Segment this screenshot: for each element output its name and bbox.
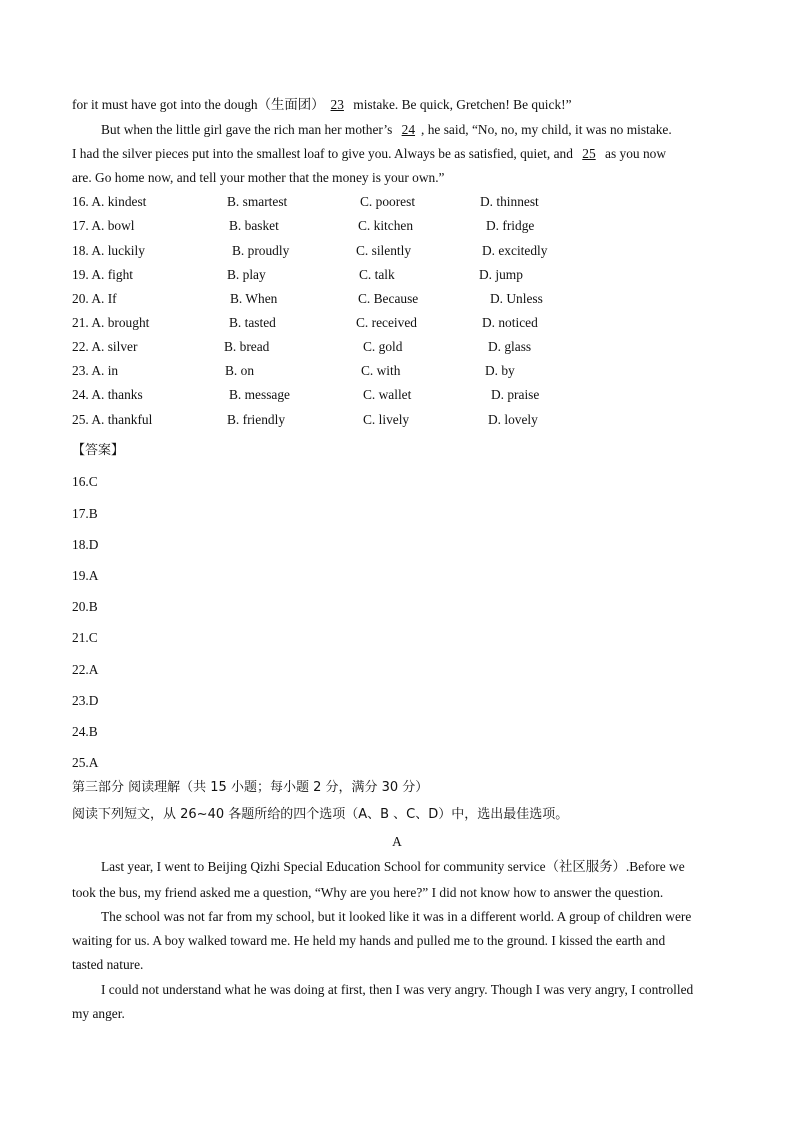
option-row	[72, 193, 722, 211]
passage-line: tasted nature.	[72, 957, 144, 972]
option-a: 17. A. bowl	[72, 218, 135, 233]
answer-item: 20.B	[72, 599, 98, 614]
option-d: D. lovely	[488, 412, 538, 427]
option-c: C. gold	[363, 339, 403, 354]
passage-text: are. Go home now, and tell your mother that the money is your own.”	[72, 170, 445, 185]
option-b: B. friendly	[227, 412, 286, 427]
option-d: D. fridge	[486, 218, 535, 233]
passage-line: waiting for us. A boy walked toward me. He held my hands and pulled me to the ground. I kissed the earth and	[72, 933, 666, 948]
passage-text: for it must have got into the dough（生面团）	[72, 97, 325, 112]
option-c: C. wallet	[363, 387, 412, 402]
passage-label: A	[392, 834, 402, 849]
passage-line	[101, 121, 722, 139]
option-d: D. thinnest	[480, 194, 539, 209]
option-row	[72, 266, 722, 284]
passage-text: , he said, “No, no, my child, it was no mistake.	[421, 122, 672, 137]
option-a: 19. A. fight	[72, 267, 134, 282]
section-instruction: 阅读下列短文，从 26~40 各题所给的四个选项（A、B 、C、D）中，选出最佳选项。	[72, 807, 569, 822]
passage-line: I could not understand what he was doing at first, then I was very angry. Though I was very angry, I controlled	[101, 982, 694, 997]
option-row	[72, 217, 722, 235]
option-c: C. lively	[363, 412, 410, 427]
answer-item: 22.A	[72, 662, 99, 677]
blank-23: 23	[330, 97, 344, 112]
option-c: C. received	[356, 315, 417, 330]
option-a: 16. A. kindest	[72, 194, 147, 209]
passage-line: my anger.	[72, 1006, 125, 1021]
answer-item: 19.A	[72, 568, 99, 583]
passage-line	[72, 169, 722, 187]
answer-item: 21.C	[72, 630, 98, 645]
option-b: B. tasted	[229, 315, 276, 330]
blank-25: 25	[582, 146, 596, 161]
passage-text: But when the little girl gave the rich man her mother’s	[101, 122, 396, 137]
answer-item: 16.C	[72, 474, 98, 489]
option-c: C. poorest	[360, 194, 416, 209]
option-d: D. praise	[491, 387, 540, 402]
passage-line: took the bus, my friend asked me a question, “Why are you here?” I did not know how to answer the question.	[72, 885, 664, 900]
option-d: D. glass	[488, 339, 532, 354]
passage-line: Last year, I went to Beijing Qizhi Special Education School for community service（社区服务）.Before we	[101, 859, 685, 874]
option-a: 20. A. If	[72, 291, 117, 306]
option-a: 25. A. thankful	[72, 412, 153, 427]
option-b: B. When	[230, 291, 278, 306]
option-d: D. excitedly	[482, 243, 548, 258]
option-c: C. Because	[358, 291, 419, 306]
passage-text: as you now	[601, 146, 667, 161]
option-b: B. message	[229, 387, 290, 402]
passage-line	[72, 96, 722, 114]
answer-item: 18.D	[72, 537, 99, 552]
option-b: B. smartest	[227, 194, 288, 209]
option-row	[72, 242, 722, 260]
option-row	[72, 314, 722, 332]
option-b: B. bread	[224, 339, 270, 354]
option-b: B. basket	[229, 218, 279, 233]
option-c: C. with	[361, 363, 401, 378]
answer-item: 24.B	[72, 724, 98, 739]
answer-item: 25.A	[72, 755, 99, 770]
answer-heading: 【答案】	[72, 443, 125, 458]
option-a: 18. A. luckily	[72, 243, 145, 258]
option-a: 21. A. brought	[72, 315, 150, 330]
option-b: B. play	[227, 267, 266, 282]
blank-24: 24	[401, 122, 416, 137]
option-row	[72, 362, 722, 380]
option-row	[72, 338, 722, 356]
option-b: B. proudly	[232, 243, 290, 258]
option-a: 24. A. thanks	[72, 387, 143, 402]
option-d: D. noticed	[482, 315, 538, 330]
option-row	[72, 411, 722, 429]
option-d: D. jump	[479, 267, 523, 282]
option-b: B. on	[225, 363, 255, 378]
section-title: 第三部分 阅读理解（共 15 小题；每小题 2 分，满分 30 分）	[72, 780, 429, 795]
option-d: D. by	[485, 363, 515, 378]
option-a: 23. A. in	[72, 363, 119, 378]
answer-item: 17.B	[72, 506, 98, 521]
option-c: C. silently	[356, 243, 412, 258]
passage-line	[72, 145, 722, 163]
option-c: C. talk	[359, 267, 395, 282]
passage-text: I had the silver pieces put into the smallest loaf to give you. Always be as satisfied, quiet, and	[72, 146, 577, 161]
option-c: C. kitchen	[358, 218, 414, 233]
passage-text: mistake. Be quick, Gretchen! Be quick!”	[349, 97, 572, 112]
passage-line: The school was not far from my school, but it looked like it was in a different world. A group of children were	[101, 909, 692, 924]
option-a: 22. A. silver	[72, 339, 138, 354]
option-row	[72, 386, 722, 404]
option-row	[72, 290, 722, 308]
option-d: D. Unless	[490, 291, 543, 306]
answer-item: 23.D	[72, 693, 99, 708]
